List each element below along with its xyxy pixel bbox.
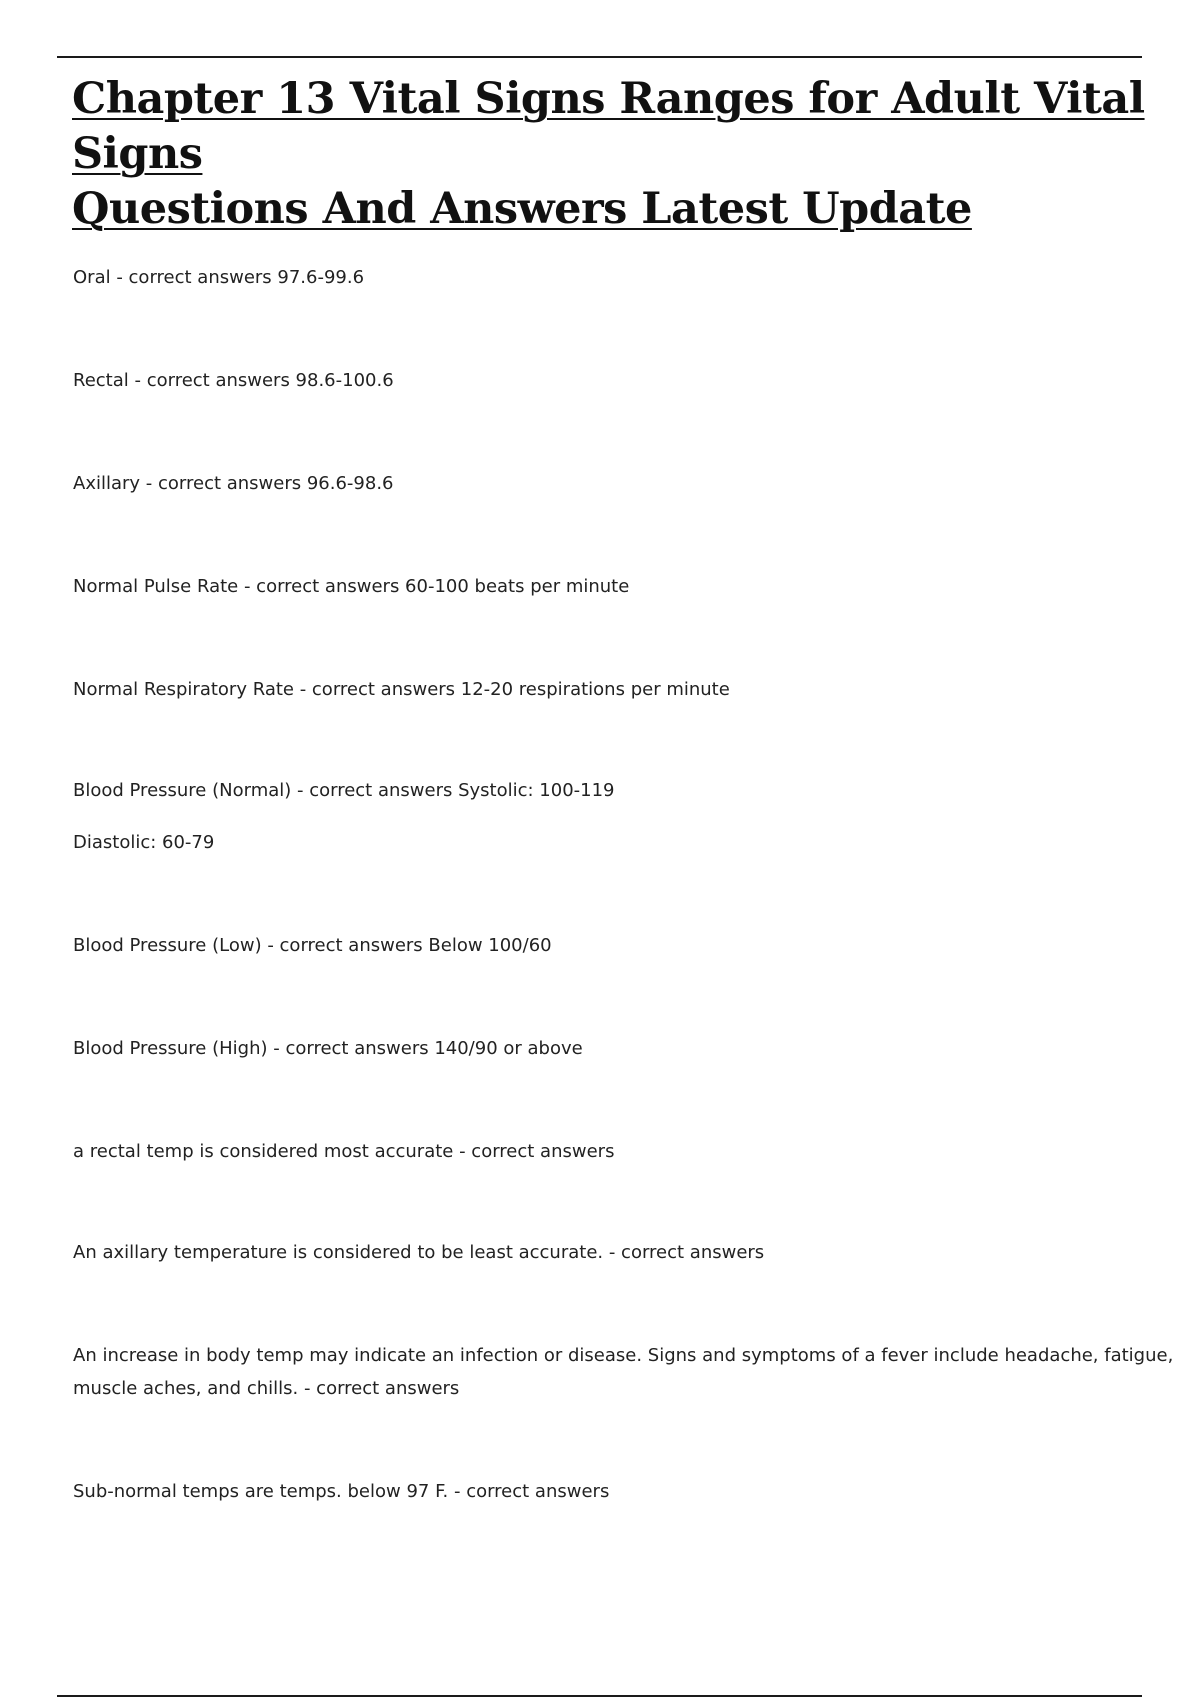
qa-text: Rectal - correct answers 98.6-100.6 xyxy=(73,370,394,391)
page-title-line-2: Questions And Answers Latest Update xyxy=(72,184,972,234)
qa-text: An increase in body temp may indicate an infection or disease. Signs and symptoms of a fever include headache, fatigue, xyxy=(73,1345,1174,1366)
qa-item-bp-normal xyxy=(73,774,615,859)
qa-item-subnormal xyxy=(73,1475,609,1508)
qa-text: Normal Respiratory Rate - correct answers 12-20 respirations per minute xyxy=(73,679,730,700)
qa-text: Oral - correct answers 97.6-99.6 xyxy=(73,267,365,288)
qa-item-pulse-rate xyxy=(73,570,629,603)
qa-text: Blood Pressure (Normal) - correct answers Systolic: 100-119 xyxy=(73,780,615,801)
qa-item-bp-low xyxy=(73,929,552,962)
qa-text: Axillary - correct answers 96.6-98.6 xyxy=(73,473,394,494)
qa-item-bp-high xyxy=(73,1032,583,1065)
qa-item-rectal-accuracy xyxy=(73,1135,614,1168)
qa-text: a rectal temp is considered most accurate - correct answers xyxy=(73,1141,615,1162)
page-title-line-1: Chapter 13 Vital Signs Ranges for Adult Vital Signs xyxy=(72,74,1145,179)
qa-text: Blood Pressure (Low) - correct answers Below 100/60 xyxy=(73,935,552,956)
qa-item-respiratory-rate xyxy=(73,673,730,706)
qa-item-fever xyxy=(73,1339,1173,1405)
qa-text: Blood Pressure (High) - correct answers 140/90 or above xyxy=(73,1038,583,1059)
qa-item-axillary-accuracy xyxy=(73,1236,764,1269)
page-title xyxy=(72,72,1152,237)
qa-item-axillary xyxy=(73,467,394,500)
bottom-divider xyxy=(57,1695,1142,1697)
qa-text: An axillary temperature is considered to be least accurate. - correct answers xyxy=(73,1242,765,1263)
top-divider xyxy=(57,56,1142,58)
qa-item-rectal xyxy=(73,364,394,397)
qa-text: Sub-normal temps are temps. below 97 F. - correct answers xyxy=(73,1481,610,1502)
qa-text-continued: Diastolic: 60-79 xyxy=(73,832,215,853)
qa-item-oral xyxy=(73,261,364,294)
qa-text-continued: muscle aches, and chills. - correct answers xyxy=(73,1378,460,1399)
qa-text: Normal Pulse Rate - correct answers 60-100 beats per minute xyxy=(73,576,630,597)
